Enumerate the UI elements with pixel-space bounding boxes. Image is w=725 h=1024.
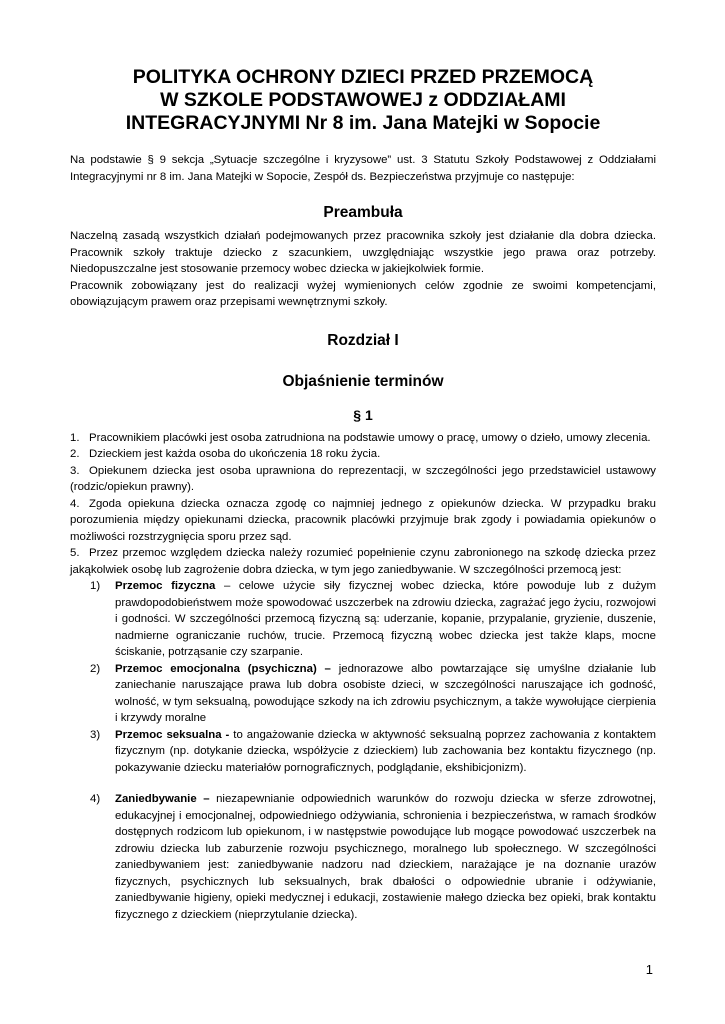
sub-item-neglect [70,791,656,923]
sub-item-label: Przemoc fizyczna [115,580,216,592]
title-line-2: W SZKOLE PODSTAWOWEJ z ODDZIAŁAMI [160,89,566,111]
chapter-heading: Rozdział I [327,331,399,349]
list-item [70,496,656,546]
sub-item-text: jednorazowe albo powtarzające się umyślne działanie lub zaniechanie naruszające prawa lub dobra osobiste dzieci, w szczególności naruszające ich godność, wolność, w tym seksualną, powodujące szkody na ich zdrowiu psychicznym, a także wywołujące cierpienia i krzywdy moralne [115,662,657,724]
sub-item-text: – celowe użycie siły fizycznej wobec dziecka, które powoduje lub z dużym prawdopodobieństwem może spowodować uszczerbek na zdrowiu dziecka, zagrażać jego życiu, rozwojowi i godności. W szczególności przemocą fizyczną są: uderzanie, kopanie, przypalanie, gryzienie, duszenie, nadmierne ograniczanie ruchów, trucie. Przemocą fizyczną wobec dziecka jest także klaps, mocne ściskanie, potrząsanie czy szarpanie. [115,580,656,658]
list-item-text: Pracownikiem placówki jest osoba zatrudniona na podstawie umowy o pracę, umowy o dzieło, umowy zlecenia. [89,431,651,444]
list-item-text: Dzieckiem jest każda osoba do ukończenia 18 roku życia. [89,448,381,460]
list-item [70,545,656,578]
sub-item-number: 3) [90,728,101,741]
list-item-text: Zgoda opiekuna dziecka oznacza zgodę co najmniej jednego z opiekunów dziecka. W przypadku braku porozumienia między opiekunami dziecka, pracownik placówki przyjmuje brak zgody i powiadamia opiekunów o możliwości rozstrzygnięcia sporu przez sąd. [70,497,656,543]
page-number: 1 [645,962,653,977]
sub-item-emotional-violence [70,661,656,727]
sub-item-number: 4) [90,793,101,805]
paragraph-mark: § 1 [353,406,373,423]
document-page [70,60,656,923]
sub-item-number: 1) [90,580,101,592]
preambula-heading: Preambuła [323,204,403,221]
intro-paragraph: Na podstawie § 9 sekcja „Sytuacje szczególne i kryzysowe” ust. 3 Statutu Szkoły Podstawowej z Oddziałami Integracyjnymi nr 8 im. Jana Matejki w Sopocie, Zespół ds. Bezpieczeństwa przyjmuje co następuje: [70,154,656,183]
sub-item-physical-violence [70,578,656,661]
list-item [70,430,656,447]
title-line-3: INTEGRACYJNYMI Nr 8 im. Jana Matejki w Sopocie [125,112,601,134]
sub-item-number: 2) [90,662,101,675]
sub-item-label: Przemoc seksualna - [115,728,230,741]
list-item-number: 2. [70,448,80,460]
preambula-paragraph-1: Naczelną zasadą wszystkich działań podejmowanych przez pracownika szkoły jest działanie dla dobra dziecka. Pracownik szkoły traktuje dziecko z szacunkiem, uwzględniając wszystkie jego prawa oraz potrzeby. Niedopuszczalne jest stosowanie przemocy wobec dziecka w jakiejkolwiek formie. [70,230,656,275]
preambula-paragraph-2: Pracownik zobowiązany jest do realizacji wyżej wymienionych celów zgodnie ze swoimi kompetencjami, obowiązującym prawem oraz przepisami wewnętrznymi szkoły. [70,279,656,308]
sub-item-label: Przemoc emocjonalna (psychiczna) – [115,662,331,675]
list-item-text: Opiekunem dziecka jest osoba uprawniona do reprezentacji, w szczególności jego przedstawiciel ustawowy (rodzic/opiekun prawny). [70,464,656,493]
list-item [70,446,656,463]
list-item [70,463,656,496]
sub-item-text: niezapewnianie odpowiednich warunków do rozwoju dziecka w sferze zdrowotnej, edukacyjnej i emocjonalnej, odpowiedniego odżywiania, schronienia i bezpieczeństwa, w ramach środków dostępnych rodzicom lub opiekunom, i w następstwie powodujące lub mogące powodować uszczerbek na zdrowiu dziecka lub zaburzenie rozwoju psychicznego, moralnego lub społecznego. W szczególności zaniedbywaniem jest: zaniedbywanie nadzoru nad dzieckiem, narażające je na doznanie urazów fizycznych, psychicznych lub seksualnych, brak dbałości o odpowiednie ubranie i odżywianie, zaniedbywanie higieny, opieki medycznej i edukacji, zostawienie małego dziecka bez opieki, brak kontaktu fizycznego z dzieckiem (nieprzytulanie dziecka). [115,793,656,921]
title-line-1: POLITYKA OCHRONY DZIECI PRZED PRZEMOCĄ [132,66,594,88]
list-item-number: 3. [70,464,80,477]
sub-item-text: to angażowanie dziecka w aktywność seksualną poprzez zachowania z kontaktem fizycznym (np. dotykanie dziecka, współżycie z dzieckiem) lub zachowania bez kontaktu fizycznego (np. pokazywanie dziecku materiałów pornograficznych, podglądanie, ekshibicjonizm). [115,728,656,774]
sub-item-sexual-violence [70,727,656,777]
list-item-number: 1. [70,431,80,444]
definitions-list [70,430,656,924]
document-title [70,66,656,135]
list-item-number: 5. [70,547,80,559]
list-item-text: Przez przemoc względem dziecka należy rozumieć popełnienie czynu zabronionego na szkodę dziecka przez jakąkolwiek osobę lub zagrożenie dobra dziecka, w tym jego zaniedbywanie. W szczególności przemocą jest: [70,547,656,576]
section-heading: Objaśnienie terminów [282,372,444,390]
list-item-number: 4. [70,497,80,510]
sub-item-label: Zaniedbywanie – [115,793,210,805]
